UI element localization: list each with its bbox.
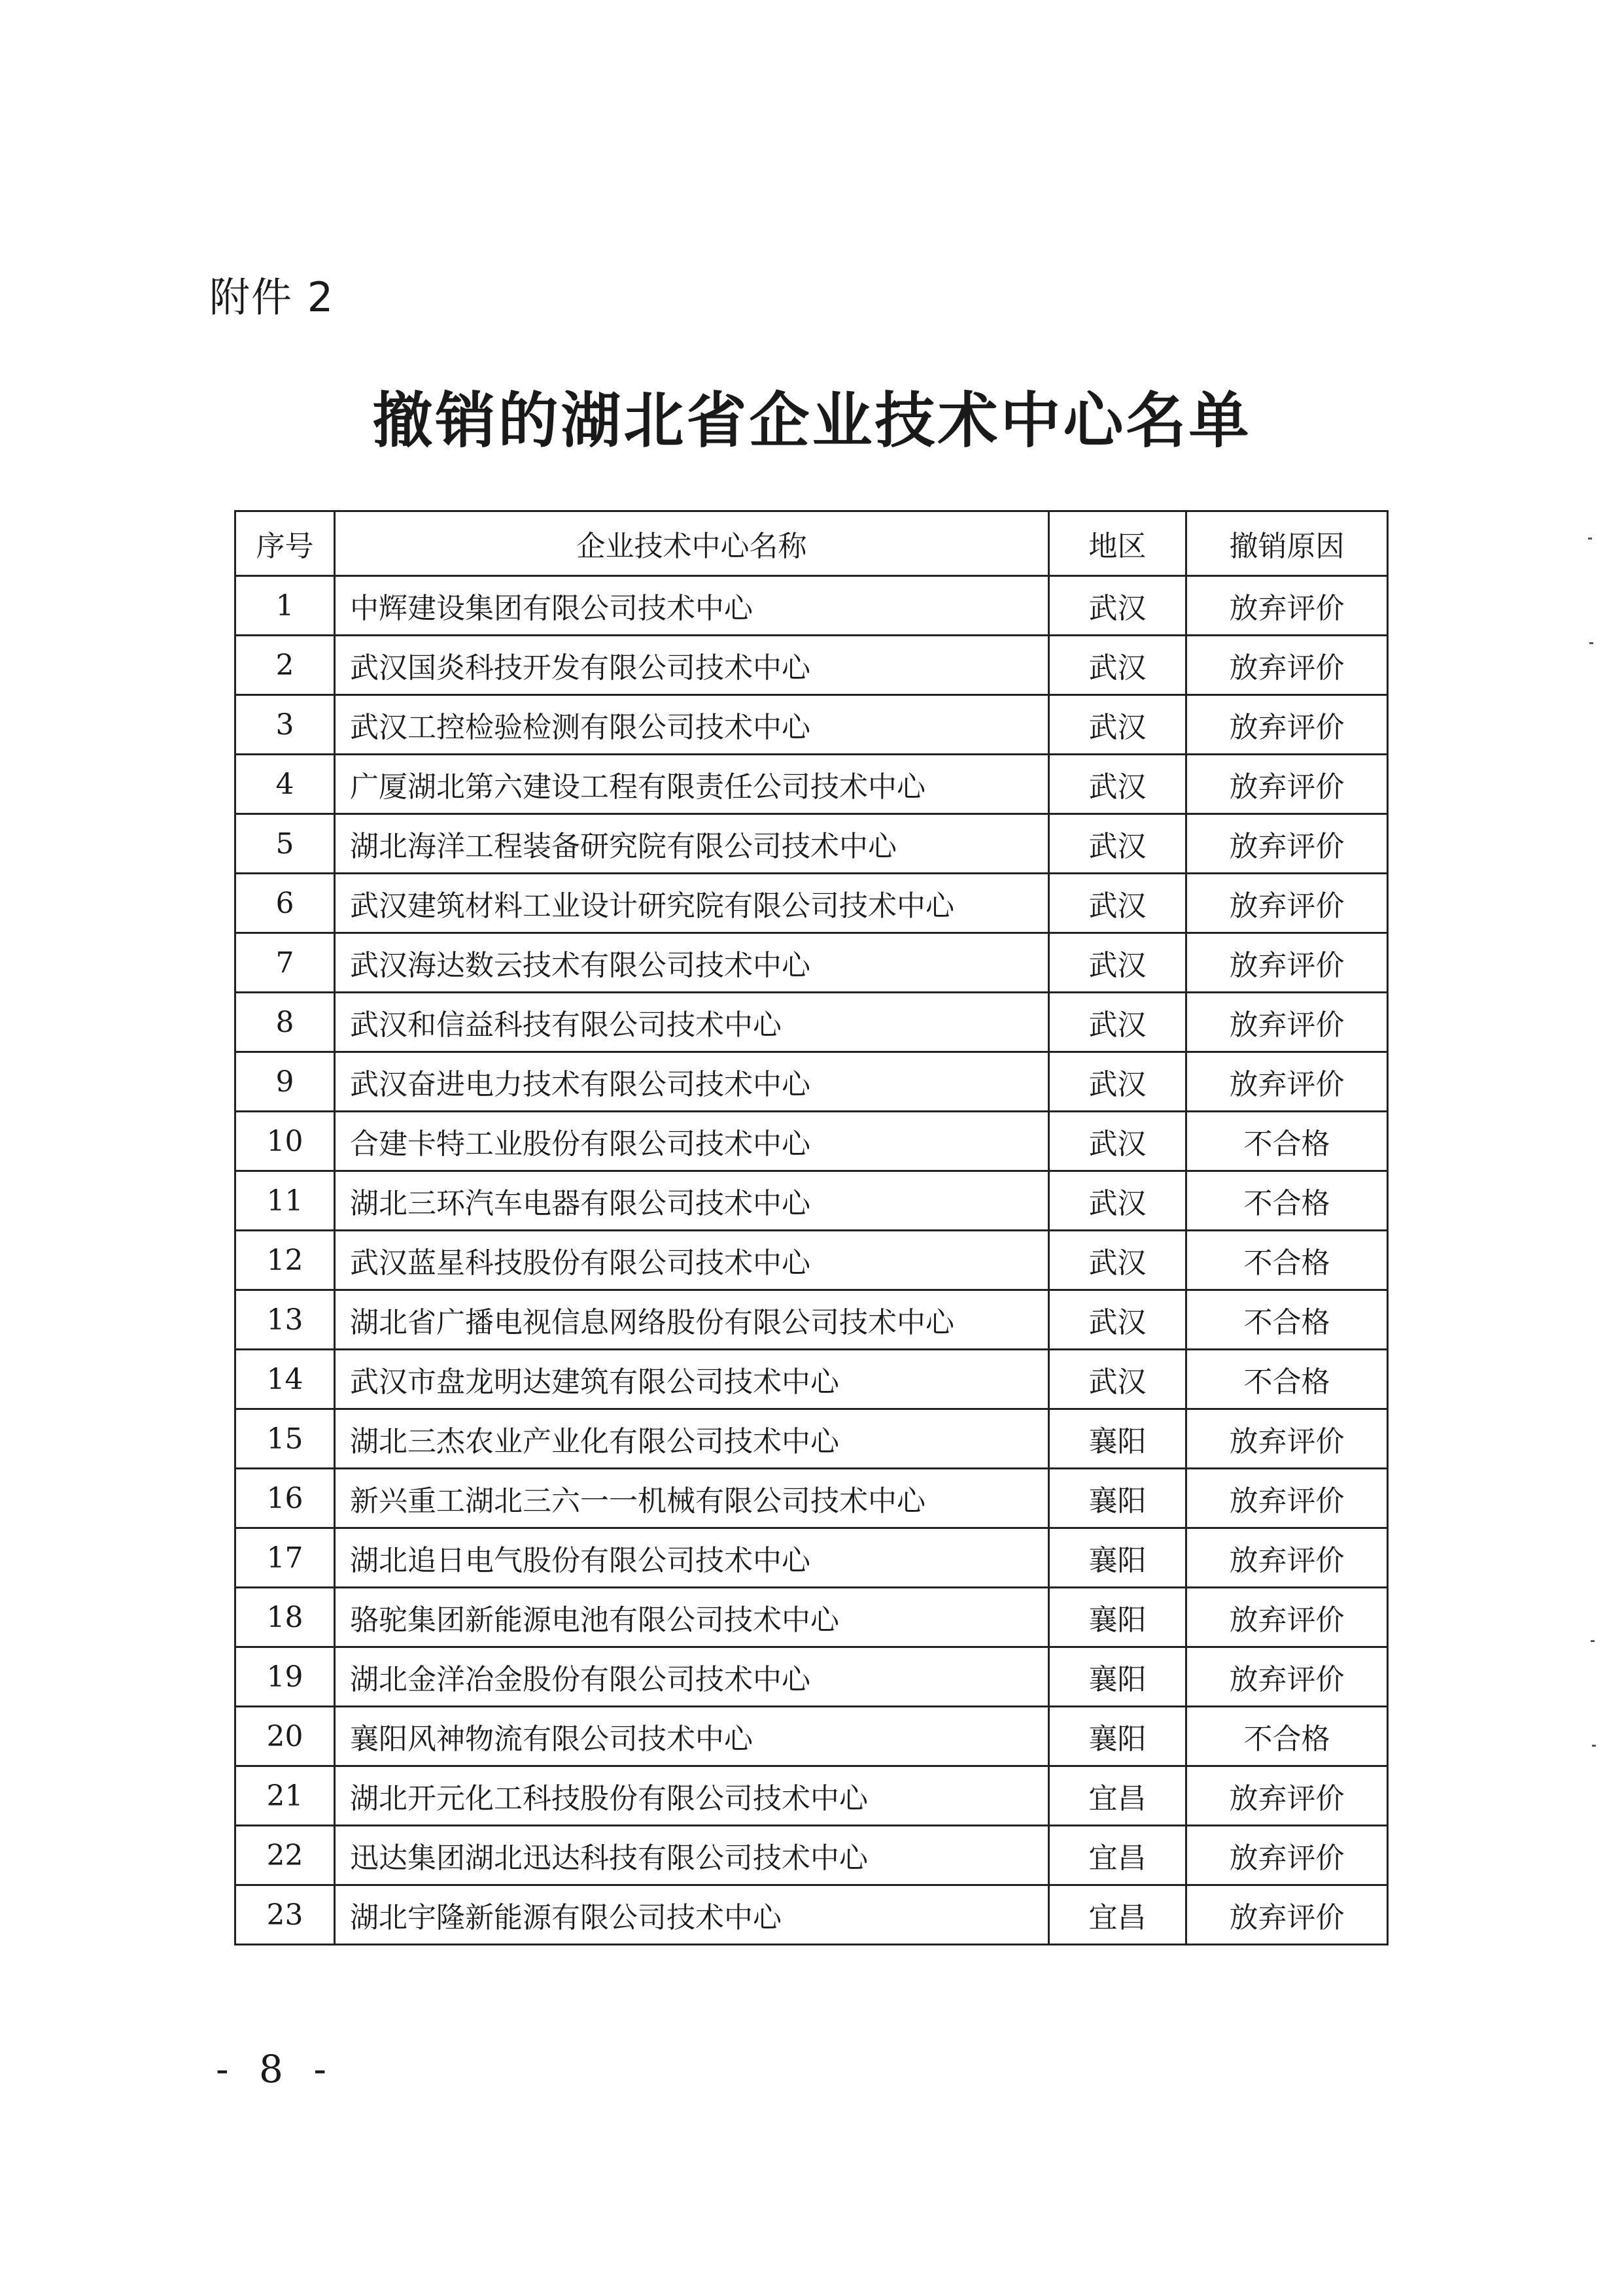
revoked-centers-table bbox=[234, 510, 1389, 1945]
row-region: 武汉 bbox=[1049, 1231, 1186, 1290]
scan-speck bbox=[1592, 1745, 1596, 1747]
row-center-name: 湖北开元化工科技股份有限公司技术中心 bbox=[335, 1766, 1049, 1826]
row-region: 宜昌 bbox=[1049, 1885, 1186, 1945]
table-row bbox=[235, 1885, 1388, 1945]
row-reason: 放弃评价 bbox=[1186, 874, 1388, 933]
row-center-name: 武汉市盘龙明达建筑有限公司技术中心 bbox=[335, 1350, 1049, 1409]
row-reason: 放弃评价 bbox=[1186, 1409, 1388, 1469]
row-number: 23 bbox=[235, 1885, 335, 1945]
row-center-name: 广厦湖北第六建设工程有限责任公司技术中心 bbox=[335, 755, 1049, 814]
row-center-name: 武汉工控检验检测有限公司技术中心 bbox=[335, 695, 1049, 755]
row-region: 武汉 bbox=[1049, 1052, 1186, 1112]
row-number: 18 bbox=[235, 1588, 335, 1647]
row-number: 17 bbox=[235, 1528, 335, 1588]
row-reason: 放弃评价 bbox=[1186, 636, 1388, 695]
row-center-name: 武汉和信益科技有限公司技术中心 bbox=[335, 993, 1049, 1052]
row-number: 8 bbox=[235, 993, 335, 1052]
row-region: 襄阳 bbox=[1049, 1588, 1186, 1647]
row-number: 6 bbox=[235, 874, 335, 933]
table-row bbox=[235, 576, 1388, 636]
table-row bbox=[235, 695, 1388, 755]
row-region: 襄阳 bbox=[1049, 1707, 1186, 1766]
row-center-name: 新兴重工湖北三六一一机械有限公司技术中心 bbox=[335, 1469, 1049, 1528]
row-region: 武汉 bbox=[1049, 1171, 1186, 1231]
row-center-name: 武汉奋进电力技术有限公司技术中心 bbox=[335, 1052, 1049, 1112]
row-reason: 放弃评价 bbox=[1186, 1469, 1388, 1528]
row-region: 武汉 bbox=[1049, 636, 1186, 695]
table-row bbox=[235, 1588, 1388, 1647]
table-row bbox=[235, 814, 1388, 874]
table-row bbox=[235, 1231, 1388, 1290]
row-reason: 放弃评价 bbox=[1186, 1588, 1388, 1647]
page-number: - 8 - bbox=[216, 2047, 336, 2091]
table-row bbox=[235, 993, 1388, 1052]
row-reason: 放弃评价 bbox=[1186, 1885, 1388, 1945]
row-number: 5 bbox=[235, 814, 335, 874]
row-reason: 放弃评价 bbox=[1186, 1052, 1388, 1112]
row-number: 19 bbox=[235, 1647, 335, 1707]
row-reason: 放弃评价 bbox=[1186, 1647, 1388, 1707]
row-region: 武汉 bbox=[1049, 695, 1186, 755]
row-number: 21 bbox=[235, 1766, 335, 1826]
header-number: 序号 bbox=[235, 511, 335, 576]
row-reason: 放弃评价 bbox=[1186, 1766, 1388, 1826]
row-region: 宜昌 bbox=[1049, 1826, 1186, 1885]
row-reason: 不合格 bbox=[1186, 1350, 1388, 1409]
row-region: 武汉 bbox=[1049, 1112, 1186, 1171]
row-center-name: 中辉建设集团有限公司技术中心 bbox=[335, 576, 1049, 636]
row-reason: 不合格 bbox=[1186, 1112, 1388, 1171]
row-region: 襄阳 bbox=[1049, 1409, 1186, 1469]
table-row bbox=[235, 1409, 1388, 1469]
row-region: 武汉 bbox=[1049, 814, 1186, 874]
row-region: 武汉 bbox=[1049, 993, 1186, 1052]
table-row bbox=[235, 1171, 1388, 1231]
table-row bbox=[235, 1826, 1388, 1885]
row-center-name: 骆驼集团新能源电池有限公司技术中心 bbox=[335, 1588, 1049, 1647]
row-region: 武汉 bbox=[1049, 874, 1186, 933]
table-row bbox=[235, 1112, 1388, 1171]
table-row bbox=[235, 933, 1388, 993]
row-region: 襄阳 bbox=[1049, 1469, 1186, 1528]
scan-speck bbox=[1589, 642, 1593, 644]
table-row bbox=[235, 1290, 1388, 1350]
row-reason: 放弃评价 bbox=[1186, 755, 1388, 814]
row-number: 1 bbox=[235, 576, 335, 636]
row-number: 7 bbox=[235, 933, 335, 993]
row-reason: 放弃评价 bbox=[1186, 814, 1388, 874]
row-reason: 放弃评价 bbox=[1186, 576, 1388, 636]
row-number: 16 bbox=[235, 1469, 335, 1528]
row-center-name: 湖北三杰农业产业化有限公司技术中心 bbox=[335, 1409, 1049, 1469]
row-region: 武汉 bbox=[1049, 1350, 1186, 1409]
table-row bbox=[235, 1647, 1388, 1707]
header-name: 企业技术中心名称 bbox=[335, 511, 1049, 576]
row-number: 4 bbox=[235, 755, 335, 814]
attachment-label: 附件 2 bbox=[209, 273, 335, 321]
row-center-name: 武汉建筑材料工业设计研究院有限公司技术中心 bbox=[335, 874, 1049, 933]
row-center-name: 襄阳风神物流有限公司技术中心 bbox=[335, 1707, 1049, 1766]
row-reason: 放弃评价 bbox=[1186, 695, 1388, 755]
row-center-name: 湖北金洋冶金股份有限公司技术中心 bbox=[335, 1647, 1049, 1707]
row-number: 12 bbox=[235, 1231, 335, 1290]
row-center-name: 湖北追日电气股份有限公司技术中心 bbox=[335, 1528, 1049, 1588]
document-title: 撤销的湖北省企业技术中心名单 bbox=[372, 386, 1252, 456]
table-row bbox=[235, 636, 1388, 695]
row-number: 13 bbox=[235, 1290, 335, 1350]
row-region: 武汉 bbox=[1049, 576, 1186, 636]
row-region: 宜昌 bbox=[1049, 1766, 1186, 1826]
row-reason: 放弃评价 bbox=[1186, 933, 1388, 993]
row-region: 武汉 bbox=[1049, 755, 1186, 814]
row-reason: 不合格 bbox=[1186, 1231, 1388, 1290]
row-center-name: 武汉海达数云技术有限公司技术中心 bbox=[335, 933, 1049, 993]
table-row bbox=[235, 874, 1388, 933]
row-reason: 不合格 bbox=[1186, 1707, 1388, 1766]
row-number: 15 bbox=[235, 1409, 335, 1469]
row-number: 9 bbox=[235, 1052, 335, 1112]
row-number: 3 bbox=[235, 695, 335, 755]
row-center-name: 武汉蓝星科技股份有限公司技术中心 bbox=[335, 1231, 1049, 1290]
row-center-name: 湖北海洋工程装备研究院有限公司技术中心 bbox=[335, 814, 1049, 874]
table-row bbox=[235, 1528, 1388, 1588]
row-center-name: 迅达集团湖北迅达科技有限公司技术中心 bbox=[335, 1826, 1049, 1885]
row-center-name: 湖北宇隆新能源有限公司技术中心 bbox=[335, 1885, 1049, 1945]
row-region: 武汉 bbox=[1049, 1290, 1186, 1350]
row-reason: 放弃评价 bbox=[1186, 993, 1388, 1052]
table-row bbox=[235, 1350, 1388, 1409]
table-row bbox=[235, 1766, 1388, 1826]
row-number: 11 bbox=[235, 1171, 335, 1231]
header-region: 地区 bbox=[1049, 511, 1186, 576]
row-center-name: 湖北省广播电视信息网络股份有限公司技术中心 bbox=[335, 1290, 1049, 1350]
table-header-row bbox=[235, 511, 1388, 576]
row-center-name: 湖北三环汽车电器有限公司技术中心 bbox=[335, 1171, 1049, 1231]
row-number: 14 bbox=[235, 1350, 335, 1409]
row-center-name: 合建卡特工业股份有限公司技术中心 bbox=[335, 1112, 1049, 1171]
row-number: 2 bbox=[235, 636, 335, 695]
row-reason: 不合格 bbox=[1186, 1290, 1388, 1350]
row-region: 武汉 bbox=[1049, 933, 1186, 993]
row-number: 22 bbox=[235, 1826, 335, 1885]
table-row bbox=[235, 1052, 1388, 1112]
header-reason: 撤销原因 bbox=[1186, 511, 1388, 576]
row-reason: 不合格 bbox=[1186, 1171, 1388, 1231]
table-row bbox=[235, 755, 1388, 814]
row-number: 20 bbox=[235, 1707, 335, 1766]
row-number: 10 bbox=[235, 1112, 335, 1171]
table-row bbox=[235, 1469, 1388, 1528]
row-region: 襄阳 bbox=[1049, 1647, 1186, 1707]
row-region: 襄阳 bbox=[1049, 1528, 1186, 1588]
row-reason: 放弃评价 bbox=[1186, 1826, 1388, 1885]
row-center-name: 武汉国炎科技开发有限公司技术中心 bbox=[335, 636, 1049, 695]
scan-speck bbox=[1588, 538, 1592, 540]
scan-speck bbox=[1591, 1640, 1595, 1642]
table-row bbox=[235, 1707, 1388, 1766]
row-reason: 放弃评价 bbox=[1186, 1528, 1388, 1588]
